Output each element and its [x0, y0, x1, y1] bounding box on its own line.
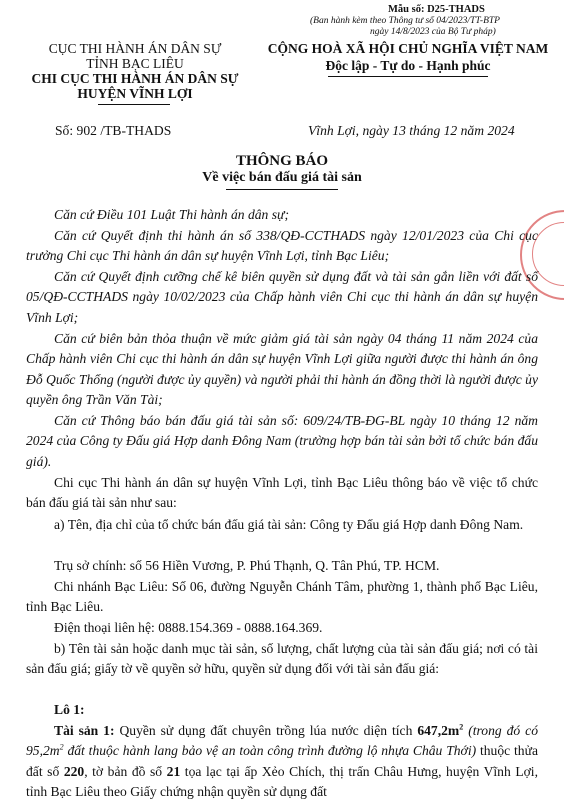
motto-underline — [328, 76, 488, 77]
basis-2: Căn cứ Quyết định thi hành án số 338/QĐ-CCTHADS ngày 12/01/2023 của Chi cục trưởng Chi cục Thi hành án dân sự huyện Vĩnh Lợi, tỉnh Bạc Liêu; — [26, 228, 538, 264]
section-a: a) Tên, địa chỉ của tổ chức bán đấu giá tài sản: Công ty Đấu giá Hợp danh Đông Nam. — [54, 517, 524, 532]
form-code: Mẫu số: D25-THADS — [388, 4, 485, 15]
agency-line-4: HUYỆN VĨNH LỢI — [77, 86, 193, 101]
asset-area-sup: 2 — [459, 722, 464, 732]
document-number: Số: 902 /TB-THADS — [55, 123, 172, 138]
agency-underline — [98, 104, 170, 105]
asset-label: Tài sản 1: — [54, 723, 115, 738]
section-b: b) Tên tài sản hoặc danh mục tài sản, số lượng, chất lượng của tài sản đấu giá; nơi có tài sản đấu giá; giấy tờ về quyền sở hữu, quyền sử dụng đối với tài sản đấu giá: — [26, 641, 538, 677]
basis-5: Căn cứ Thông báo bán đấu giá tài sản số: 609/24/TB-ĐG-BL ngày 10 tháng 12 năm 2024 của Công ty Đấu giá Hợp danh Đông Nam (trường hợp bán tài sản bởi tổ chức bán đấu giá). — [26, 413, 538, 469]
agency-line-2: TỈNH BẠC LIÊU — [86, 56, 184, 71]
asset-text-1: Quyền sử dụng đất chuyên trồng lúa nước diện tích — [114, 723, 418, 738]
asset-text-2: (trong đó có 95,2m — [26, 723, 538, 759]
basis-1: Căn cứ Điều 101 Luật Thi hành án dân sự; — [54, 207, 289, 222]
basis-3: Căn cứ Quyết định cưỡng chế kê biên quyền sử dụng đất và tài sản gắn liền với đất số 05/QĐ-CCTHADS ngày 10/02/2023 của Chấp hành viên Chi cục thi hành án dân sự huyện Vĩnh Lợi; — [26, 269, 538, 325]
title-underline — [226, 189, 338, 190]
basis-4: Căn cứ biên bản thỏa thuận về mức giảm giá tài sản ngày 04 tháng 11 năm 2024 của Chấp hành viên Chi cục thi hành án dân sự huyện Vĩnh Lợi giữa người được thi hành án ông Đỗ Quốc Thống (người được ủy quyền) và người phải thi hành án đồng thời là người được ủy quyền ông Trần Văn Tài; — [26, 331, 538, 408]
document-title: THÔNG BÁO — [235, 153, 329, 169]
asset-text-2-sup: 2 — [59, 742, 64, 752]
intro-paragraph: Chi cục Thi hành án dân sự huyện Vĩnh Lợi, tỉnh Bạc Liêu thông báo về việc tổ chức bán đấu giá tài sản như sau: — [26, 475, 538, 511]
branch-address: Chi nhánh Bạc Liêu: Số 06, đường Nguyễn Chánh Tâm, phường 1, thành phố Bạc Liêu, tỉnh Bạc Liêu. — [26, 579, 538, 615]
form-note-1: (Ban hành kèm theo Thông tư số 04/2023/TT-BTP — [310, 16, 500, 26]
asset-text-4: thuộc thửa đất số — [26, 743, 538, 779]
asset-text-6: tọa lạc tại ấp Xẻo Chích, thị trấn Châu Hưng, huyện Vĩnh Lợi, tỉnh Bạc Liêu theo Giấy chứng nhận quyền sử dụng đất — [26, 763, 538, 800]
lot-heading: Lô 1: — [54, 702, 85, 717]
motto: Độc lập - Tự do - Hạnh phúc — [325, 58, 491, 73]
place-date: Vĩnh Lợi, ngày 13 tháng 12 năm 2024 — [308, 123, 515, 138]
agency-line-3: CHI CỤC THI HÀNH ÁN DÂN SỰ — [31, 71, 239, 86]
asset-map: 21 — [166, 763, 181, 779]
asset-1 — [26, 721, 538, 803]
document-subtitle: Về việc bán đấu giá tài sản — [202, 170, 362, 185]
nation-name: CỘNG HOÀ XÃ HỘI CHỦ NGHĨA VIỆT NAM — [267, 41, 549, 56]
headquarters: Trụ sở chính: số 56 Hiền Vương, P. Phú Thạnh, Q. Tân Phú, TP. HCM. — [54, 558, 440, 573]
asset-text-3: đất thuộc hành lang bảo vệ an toàn công trình đường lộ nhựa Châu Thới) — [63, 743, 477, 759]
asset-parcel: 220 — [63, 763, 85, 779]
agency-line-1: CỤC THI HÀNH ÁN DÂN SỰ — [48, 41, 222, 56]
phone: Điện thoại liên hệ: 0888.154.369 - 0888.164.369. — [54, 620, 323, 635]
asset-text-5: , tờ bản đồ số — [84, 763, 167, 779]
asset-area: 647,2m — [417, 723, 460, 738]
form-note-2: ngày 14/8/2023 của Bộ Tư pháp) — [370, 27, 496, 37]
